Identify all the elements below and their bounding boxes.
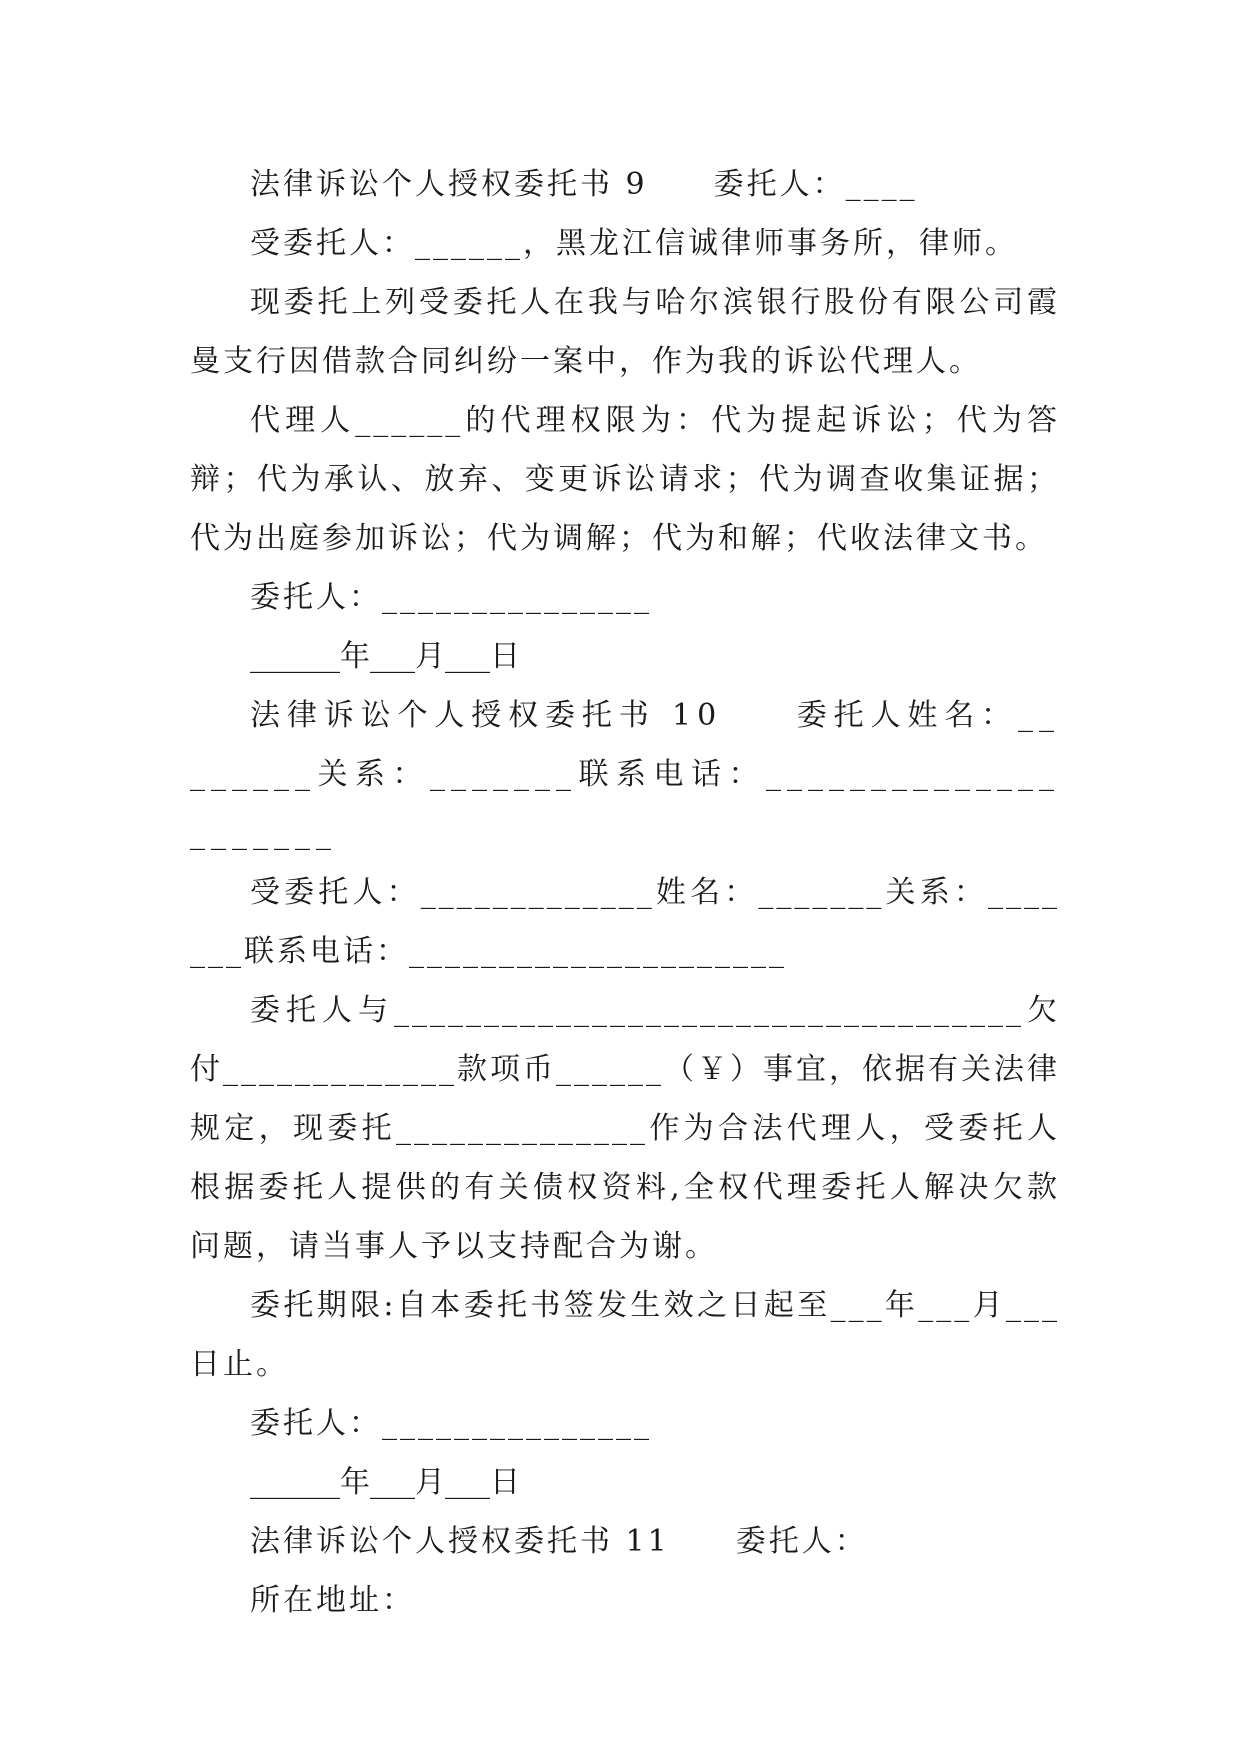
paragraph-authority: 代理人______的代理权限为：代为提起诉讼；代为答辩；代为承认、放弃、变更诉讼请求；代为调查收集证据；代为出庭参加诉讼；代为调解；代为和解；代收法律文书。: [190, 403, 1060, 556]
paragraph-agent: 受委托人：______，黑龙江信诚律师事务所，律师。: [250, 226, 1018, 261]
paragraph-principal-sign-2: 委托人：_______________: [250, 1406, 652, 1441]
paragraph-entrust: 现委托上列受委托人在我与哈尔滨银行股份有限公司霞曼支行因借款合同纠纷一案中，作为我的诉讼代理人。: [190, 285, 1060, 379]
document-body: [190, 155, 1060, 1630]
paragraph-date: ______年___月___日: [250, 639, 520, 674]
paragraph-address: 所在地址：: [250, 1583, 415, 1618]
paragraph-debt-entrust: 委托人与___________________________________欠付_____________款项币______（￥）事宜，依据有关法律规定，现委托______________作为合法代理人，受委托人根据委托人提供的有关债权资料,全权代理委托人解决欠款问题，请当事人予以支持配合为谢。: [190, 993, 1060, 1264]
paragraph-trustee-info: 受委托人：_____________姓名：_______关系：_______联系电话：_____________________: [190, 875, 1060, 969]
paragraph-title-9: 法律诉讼个人授权委托书 9 委托人：____: [250, 167, 918, 202]
paragraph-title-11: 法律诉讼个人授权委托书 11 委托人：: [250, 1524, 868, 1559]
paragraph-date-2: ______年___月___日: [250, 1465, 520, 1500]
paragraph-title-10: 法律诉讼个人授权委托书 10 委托人姓名：________关系：_______联系电话：_____________________: [190, 698, 1060, 851]
paragraph-principal-sign: 委托人：_______________: [250, 580, 652, 615]
paragraph-term: 委托期限:自本委托书签发生效之日起至___年___月___日止。: [190, 1288, 1060, 1382]
